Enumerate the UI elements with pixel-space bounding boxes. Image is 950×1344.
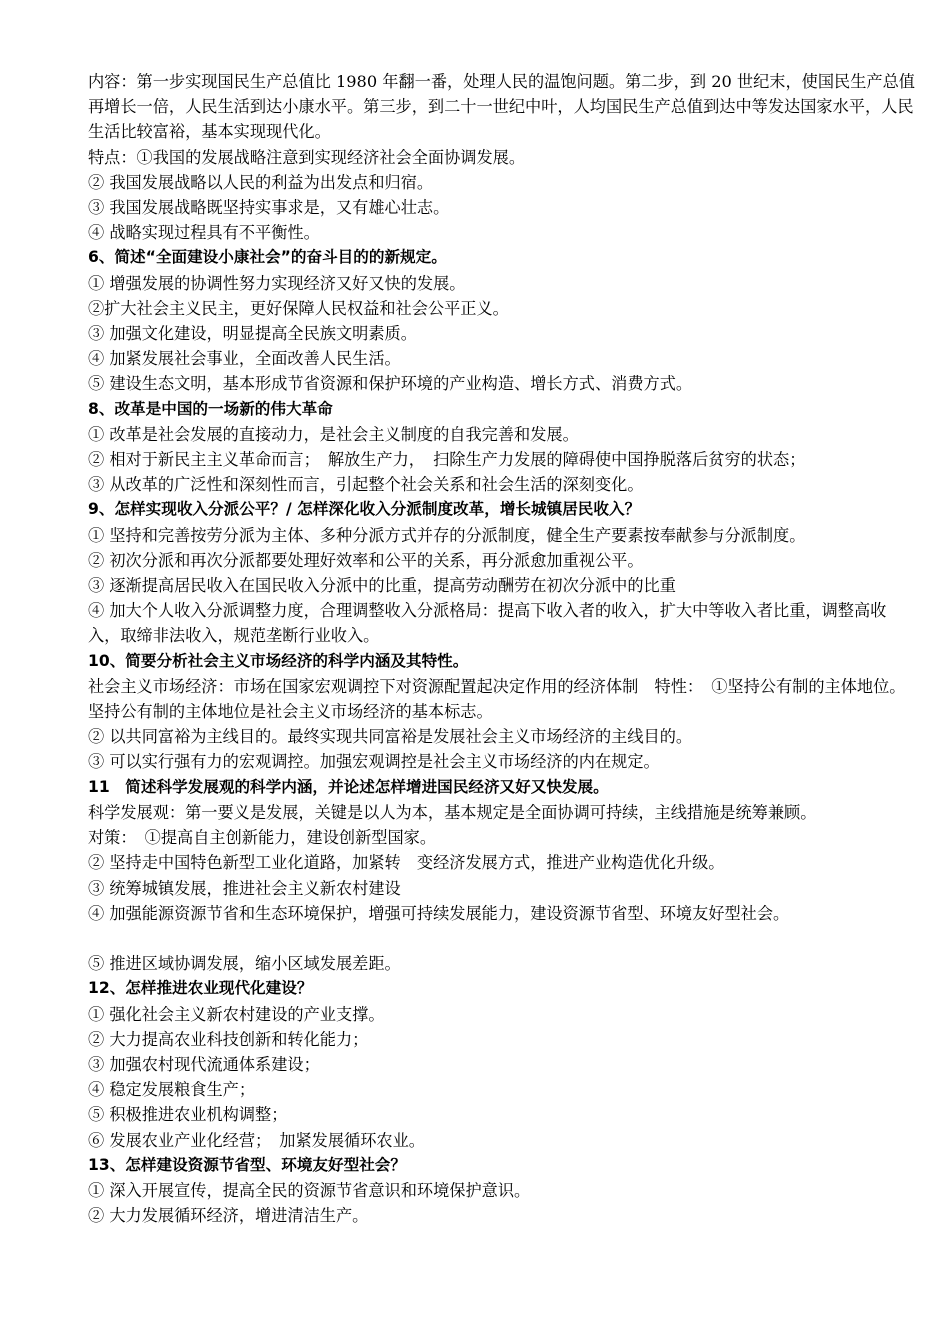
paragraph-line: ⑥ 发展农业产业化经营； 加紧发展循环农业。 xyxy=(88,1130,425,1150)
paragraph-line: ④ 战略实现过程具有不平衡性。 xyxy=(88,223,320,243)
paragraph-line: ② 坚持走中国特色新型工业化道路，加紧转 变经济发展方式，推进产业构造优化升级。 xyxy=(88,853,725,873)
paragraph-line: ③ 统筹城镇发展，推进社会主义新农村建设 xyxy=(88,878,401,898)
paragraph-line: ② 我国发展战略以人民的利益为出发点和归宿。 xyxy=(88,172,434,192)
paragraph-line: ③ 加强文化建设，明显提高全民族文明素质。 xyxy=(88,324,417,344)
paragraph-line: ② 初次分派和再次分派都要处理好效率和公平的关系，再分派愈加重视公平。 xyxy=(88,550,644,570)
section-heading: 12、怎样推进农业现代化建设？ xyxy=(88,979,313,998)
blank-line xyxy=(88,926,918,951)
paragraph-line: ② 大力提高农业科技创新和转化能力； xyxy=(88,1029,369,1049)
paragraph-line: ③ 逐渐提高居民收入在国民收入分派中的比重，提高劳动酬劳在初次分派中的比重 xyxy=(88,576,676,596)
paragraph-line: ④ 加强能源资源节省和生态环境保护，增强可持续发展能力，建设资源节省型、环境友好型社会。 xyxy=(88,903,790,923)
paragraph-line: ① 增强发展的协调性努力实现经济又好又快的发展。 xyxy=(88,273,466,293)
paragraph-line: ① 改革是社会发展的直接动力，是社会主义制度的自我完善和发展。 xyxy=(88,424,579,444)
paragraph-line: ③ 从改革的广泛性和深刻性而言，引起整个社会关系和社会生活的深刻变化。 xyxy=(88,475,644,495)
paragraph-line: ④ 稳定发展粮食生产； xyxy=(88,1080,256,1100)
paragraph-line: ② 大力发展循环经济，增进清洁生产。 xyxy=(88,1206,369,1226)
section-heading: 9、怎样实现收入分派公平？/ 怎样深化收入分派制度改革，增长城镇居民收入？ xyxy=(88,500,641,519)
paragraph-line: 特点：①我国的发展战略注意到实现经济社会全面协调发展。 xyxy=(88,147,526,167)
paragraph-line: ① 深入开展宣传，提高全民的资源节省意识和环境保护意识。 xyxy=(88,1180,531,1200)
paragraph-line: ⑤ 推进区域协调发展，缩小区域发展差距。 xyxy=(88,954,401,974)
paragraph-line: ③ 加强农村现代流通体系建设； xyxy=(88,1054,320,1074)
paragraph-line: ⑤ 建设生态文明，基本形成节省资源和保护环境的产业构造、增长方式、消费方式。 xyxy=(88,374,693,394)
paragraph-line: ② 相对于新民主主义革命而言； 解放生产力， 扫除生产力发展的障碍使中国挣脱落后贫穷的状态； xyxy=(88,450,806,470)
section-heading: 11 简述科学发展观的科学内涵，并论述怎样增进国民经济又好又快发展。 xyxy=(88,777,609,796)
paragraph-line: ⑤ 积极推进农业机构调整； xyxy=(88,1105,288,1125)
paragraph-line: ③ 我国发展战略既坚持实事求是，又有雄心壮志。 xyxy=(88,198,450,218)
paragraph-line: ④ 加紧发展社会事业，全面改善人民生活。 xyxy=(88,349,401,369)
paragraph-line: ① 强化社会主义新农村建设的产业支撑。 xyxy=(88,1004,385,1024)
paragraph-line: ② 以共同富裕为主线目的。最终实现共同富裕是发展社会主义市场经济的主线目的。 xyxy=(88,727,693,747)
paragraph-line: 社会主义市场经济：市场在国家宏观调控下对资源配置起决定作用的经济体制 特性： ①坚持公有制的主体地位。坚持公有制的主体地位是社会主义市场经济的基本标志。 xyxy=(88,676,906,722)
paragraph-line: ④ 加大个人收入分派调整力度，合理调整收入分派格局：提高下收入者的收入，扩大中等收入者比重，调整高收入，取缔非法收入，规范垄断行业收入。 xyxy=(88,601,887,646)
paragraph-line: ②扩大社会主义民主，更好保障人民权益和社会公平正义。 xyxy=(88,298,509,318)
section-heading: 8、改革是中国的一场新的伟大革命 xyxy=(88,399,333,418)
paragraph-line: ① 坚持和完善按劳分派为主体、多种分派方式并存的分派制度，健全生产要素按奉献参与分派制度。 xyxy=(88,525,806,545)
document-page xyxy=(88,69,918,1228)
paragraph-line: 科学发展观：第一要义是发展，关键是以人为本，基本规定是全面协调可持续，主线措施是统筹兼顾。 xyxy=(88,802,817,822)
paragraph-line: 内容：第一步实现国民生产总值比 1980 年翻一番，处理人民的温饱问题。第二步，到 20 世纪末，使国民生产总值再增长一倍，人民生活到达小康水平。第三步，到二十一世纪中叶，人均国民生产总值到达中等发达国家水平，人民生活比较富裕，基本实现现代化。 xyxy=(88,72,915,142)
paragraph-line: ③ 可以实行强有力的宏观调控。加强宏观调控是社会主义市场经济的内在规定。 xyxy=(88,752,660,772)
paragraph-line: 对策： ①提高自主创新能力，建设创新型国家。 xyxy=(88,828,437,848)
section-heading: 10、简要分析社会主义市场经济的科学内涵及其特性。 xyxy=(88,651,469,670)
section-heading: 13、怎样建设资源节省型、环境友好型社会？ xyxy=(88,1155,406,1174)
section-heading: 6、简述“全面建设小康社会”的奋斗目的的新规定。 xyxy=(88,248,447,267)
